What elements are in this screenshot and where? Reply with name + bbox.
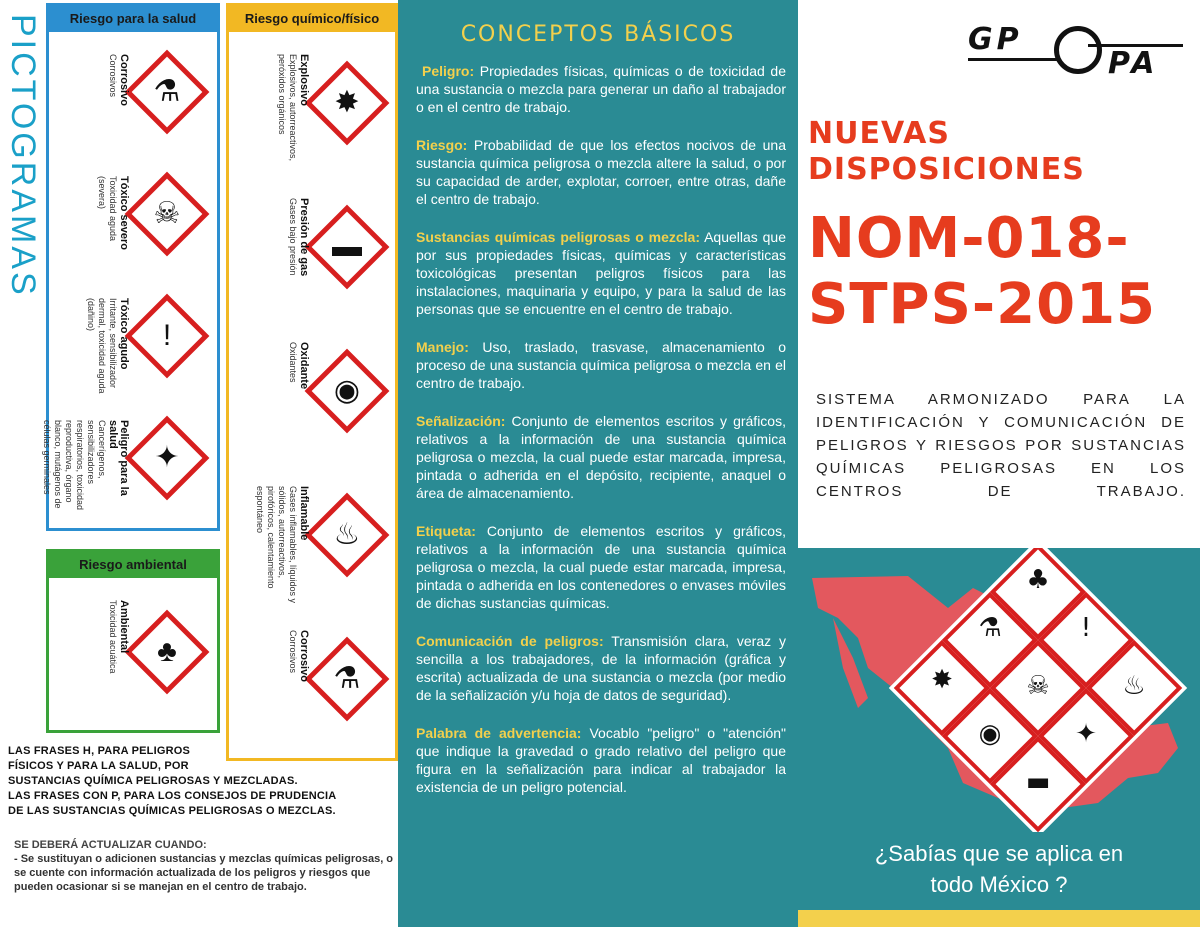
corrosion-icon: ⚗ xyxy=(153,75,181,108)
pictogram-description: Corrosivos xyxy=(288,630,298,674)
yellow-footer-bar xyxy=(798,910,1200,927)
definition-text: Vocablo "peligro" o "atención" que indique la gravedad o grado relativo del peligro que figura en la señalización para indicar al trabajador la existencia de un peligro potencial. xyxy=(416,725,786,795)
pictogramas-title-wrap xyxy=(4,14,44,298)
flame-over-circle-icon: ◉ xyxy=(333,374,361,407)
definition-term: Sustancias químicas peligrosas o mezcla: xyxy=(416,229,700,245)
pictogram-description: Explosivos, autorreactivos, peróxidos orgánicos xyxy=(277,54,298,162)
pictogram-name: Tóxico agudo xyxy=(118,298,130,370)
pictogram-description: Toxicidad aguda (severa) xyxy=(97,176,118,242)
pictogram-description: Gases bajo presión xyxy=(288,198,298,276)
pictogram-caption xyxy=(276,54,309,174)
pictogram-name: Oxidante xyxy=(298,342,310,390)
logo-s-circle-icon xyxy=(1054,26,1102,74)
definition-text: Conjunto de elementos escritos y gráficos, relativos a la información de una sustancia química peligrosa o mezcla, la cual puede estar marcada, impresa, pintada o adherida en el depósito, recipiente, anaquel o área de almacenamiento. xyxy=(416,413,786,501)
frases-line: DE LAS SUSTANCIAS QUÍMICAS PELIGROSAS O MEZCLAS. xyxy=(8,805,336,817)
definition-text: Aquellas que por sus propiedades físicas, químicas y características toxicológicas presentan peligros físicos para las instalaciones, maquinaria y equipo, y para la salud de las personas que se encuentre en el centro de trabajo. xyxy=(416,229,786,317)
pictogram-description: Oxidantes xyxy=(288,342,298,383)
pictogram-item xyxy=(229,180,397,324)
exploding-bomb-icon: ✸ xyxy=(931,665,953,695)
pictogram-item xyxy=(49,582,217,732)
pictogram-item xyxy=(49,36,217,158)
exclamation-icon: ! xyxy=(162,319,172,352)
frases-line: FÍSICOS Y PARA LA SALUD, POR xyxy=(8,760,189,772)
mexico-map-svg xyxy=(798,548,1200,832)
health-hazard-icon: ✦ xyxy=(1075,719,1097,749)
logo-text-right: PA xyxy=(1108,46,1159,81)
pictogram-description: Toxicidad acuática xyxy=(108,600,118,674)
definition-paragraph xyxy=(416,338,786,392)
pictogram-item xyxy=(42,402,217,524)
hazard-diamond xyxy=(305,637,390,722)
conceptos-heading: CONCEPTOS BÁSICOS xyxy=(460,22,736,47)
left-panel xyxy=(0,0,398,927)
definition-term: Señalización: xyxy=(416,413,506,429)
gas-cylinder-icon: ▬ xyxy=(1025,767,1051,797)
logo-text-left: GP xyxy=(968,22,1023,57)
pictogram-name: Presión de gas xyxy=(298,198,310,277)
frases-line: LAS FRASES CON P, PARA LOS CONSEJOS DE PRUDENCIA xyxy=(8,790,337,802)
definition-paragraph xyxy=(416,228,786,318)
definition-paragraph xyxy=(416,632,786,704)
nuevas-line: DISPOSICIONES xyxy=(808,152,1085,187)
definition-term: Palabra de advertencia: xyxy=(416,725,582,741)
nom-line: NOM-018- xyxy=(808,206,1130,271)
pictogram-caption xyxy=(107,600,129,726)
question-line: todo México ? xyxy=(930,872,1068,897)
environment-icon: ♣ xyxy=(1026,565,1050,595)
definition-text: Conjunto de elementos escritos y gráficos, relativos a la información de una sustancia química peligrosa o mezcla, la cual puede estar marcada, impresa, pintada o adherida en los contenedores o envases móviles de dichas sustancias químicas. xyxy=(416,523,786,611)
update-body: - Se sustituyan o adicionen sustancias y mezclas químicas peligrosas, o se cuente con información actualizada de los peligros y riesgos que pueden ocasionar si se manejan en el centro de trabajo. xyxy=(14,853,394,893)
hazard-diamond xyxy=(305,493,390,578)
pictogram-name: Inflamable xyxy=(298,486,310,541)
gpsa-logo xyxy=(968,20,1183,80)
definition-paragraph xyxy=(416,522,786,612)
middle-panel xyxy=(398,0,798,927)
pictogram-description: Irritante, sensibilizador dermal, toxicidad aguda (dañino) xyxy=(86,298,118,394)
skull-crossbones-icon: ☠ xyxy=(153,197,181,230)
pictogram-description: Gases inflamables, líquidos y sólidos, autorreactivos, pirofóricos, calentamiento espontáneo xyxy=(255,486,298,604)
hazard-diamond xyxy=(125,416,210,501)
definition-paragraph xyxy=(416,412,786,502)
frases-line: SUSTANCIAS QUÍMICA PELIGROSAS Y MEZCLADAS. xyxy=(8,775,298,787)
nuevas-line: NUEVAS xyxy=(808,116,950,151)
pictogram-item xyxy=(229,324,397,468)
nuevas-disposiciones xyxy=(808,116,1085,188)
corrosion-icon: ⚗ xyxy=(978,613,1002,643)
health-hazard-icon: ✦ xyxy=(154,441,180,474)
gas-cylinder-icon: ▬ xyxy=(332,230,362,263)
hazard-diamond xyxy=(125,294,210,379)
logo-bar xyxy=(968,58,1058,61)
chemical-risk-header: Riesgo químico/físico xyxy=(229,6,395,32)
pictogram-name: Tóxico severo xyxy=(118,176,130,250)
pictogram-item xyxy=(229,612,397,756)
definition-term: Comunicación de peligros: xyxy=(416,633,604,649)
update-title: SE DEBERÁ ACTUALIZAR CUANDO: xyxy=(14,839,207,851)
hazard-diamond xyxy=(305,349,390,434)
update-note xyxy=(14,838,394,894)
pictogram-caption xyxy=(287,630,309,750)
pictogram-name: Explosivo xyxy=(298,54,310,106)
question-line: ¿Sabías que se aplica en xyxy=(874,841,1124,866)
pictogram-description: Cancerígenos, sensibilizadores respiratorios, toxicidad reproductiva, órgano blanco, mutágenos de células germinales xyxy=(42,420,107,511)
definition-term: Peligro: xyxy=(422,63,475,79)
definition-term: Etiqueta: xyxy=(416,523,476,539)
pictogram-description: Corrosivos xyxy=(108,54,118,98)
right-panel xyxy=(798,0,1200,927)
hazard-diamond xyxy=(305,61,390,146)
definition-paragraph xyxy=(416,62,786,116)
corrosion-icon: ⚗ xyxy=(333,662,361,695)
pictogram-caption xyxy=(287,198,309,318)
hazard-diamond-cluster xyxy=(890,548,1187,832)
pictogram-item xyxy=(49,158,217,280)
definition-text: Propiedades físicas, químicas o de toxicidad de una sustancia o mezcla para generar un daño al trabajador o en el centro de trabajo. xyxy=(416,63,786,115)
exploding-bomb-icon: ✸ xyxy=(334,86,360,119)
pictogram-caption xyxy=(107,54,129,152)
frases-line: LAS FRASES H, PARA PELIGROS xyxy=(8,745,191,757)
definition-text: Transmisión clara, veraz y sencilla a los trabajadores, de la información (gráfica y escrita) actualizada de una sustancia o mezcla (por medio de la señalización y/u hoja de datos de seguridad). xyxy=(416,633,786,703)
skull-crossbones-icon: ☠ xyxy=(1026,671,1050,701)
pictogram-caption xyxy=(85,298,129,396)
pictogram-caption xyxy=(287,342,309,462)
health-risk-box xyxy=(42,3,220,531)
hazard-diamond xyxy=(125,610,210,695)
pictogram-caption xyxy=(96,176,129,274)
sabias-question-banner xyxy=(798,832,1200,910)
flame-icon: ♨ xyxy=(333,518,361,551)
environmental-risk-box xyxy=(46,549,220,733)
pictogram-name: Corrosivo xyxy=(298,630,310,682)
hazard-diamond xyxy=(305,205,390,290)
pictogram-name: Peligro para la salud xyxy=(107,420,130,496)
pictogram-item xyxy=(229,36,397,180)
nom-line: STPS-2015 xyxy=(808,272,1157,337)
pictogram-name: Corrosivo xyxy=(118,54,130,106)
definition-paragraph xyxy=(416,724,786,796)
environment-icon: ♣ xyxy=(157,635,177,668)
definition-term: Manejo: xyxy=(416,339,469,355)
chemical-risk-box xyxy=(226,3,398,761)
hazard-diamond xyxy=(125,50,210,135)
mexico-map-illustration xyxy=(798,548,1200,832)
nom-title xyxy=(808,206,1156,338)
frases-h-p-note xyxy=(8,744,393,819)
pictogram-item xyxy=(229,468,397,612)
flame-over-circle-icon: ◉ xyxy=(978,719,1002,749)
pictogram-item xyxy=(49,280,217,402)
pictogramas-title: PICTOGRAMAS xyxy=(4,14,42,298)
definition-text: Probabilidad de que los efectos nocivos de una sustancia química peligrosa o mezcla altere la salud, o por su capacidad de arder, explotar, corroer, entre otras, dañe el centro de trabajo. xyxy=(416,137,786,207)
definition-term: Riesgo: xyxy=(416,137,468,153)
exclamation-icon: ! xyxy=(1080,613,1092,643)
definition-paragraph xyxy=(416,136,786,208)
hazard-diamond xyxy=(125,172,210,257)
definition-text: Uso, traslado, trasvase, almacenamiento o proceso de una sustancia química peligrosa o mezcla en el centro de trabajo. xyxy=(416,339,786,391)
flame-icon: ♨ xyxy=(1122,671,1146,701)
health-risk-header: Riesgo para la salud xyxy=(49,6,217,32)
pictogram-name: Ambiental xyxy=(118,600,130,654)
pictogram-caption xyxy=(41,420,129,518)
definitions-list xyxy=(416,62,786,816)
sga-description: SISTEMA ARMONIZADO PARA LA IDENTIFICACIÓN Y COMUNICACIÓN DE PELIGROS Y RIESGOS POR SUSTANCIAS QUÍMICAS PELIGROSAS EN LOS CENTROS DE TRABAJO. xyxy=(816,391,1186,500)
environmental-risk-header: Riesgo ambiental xyxy=(49,552,217,578)
pictogram-caption xyxy=(254,486,309,606)
